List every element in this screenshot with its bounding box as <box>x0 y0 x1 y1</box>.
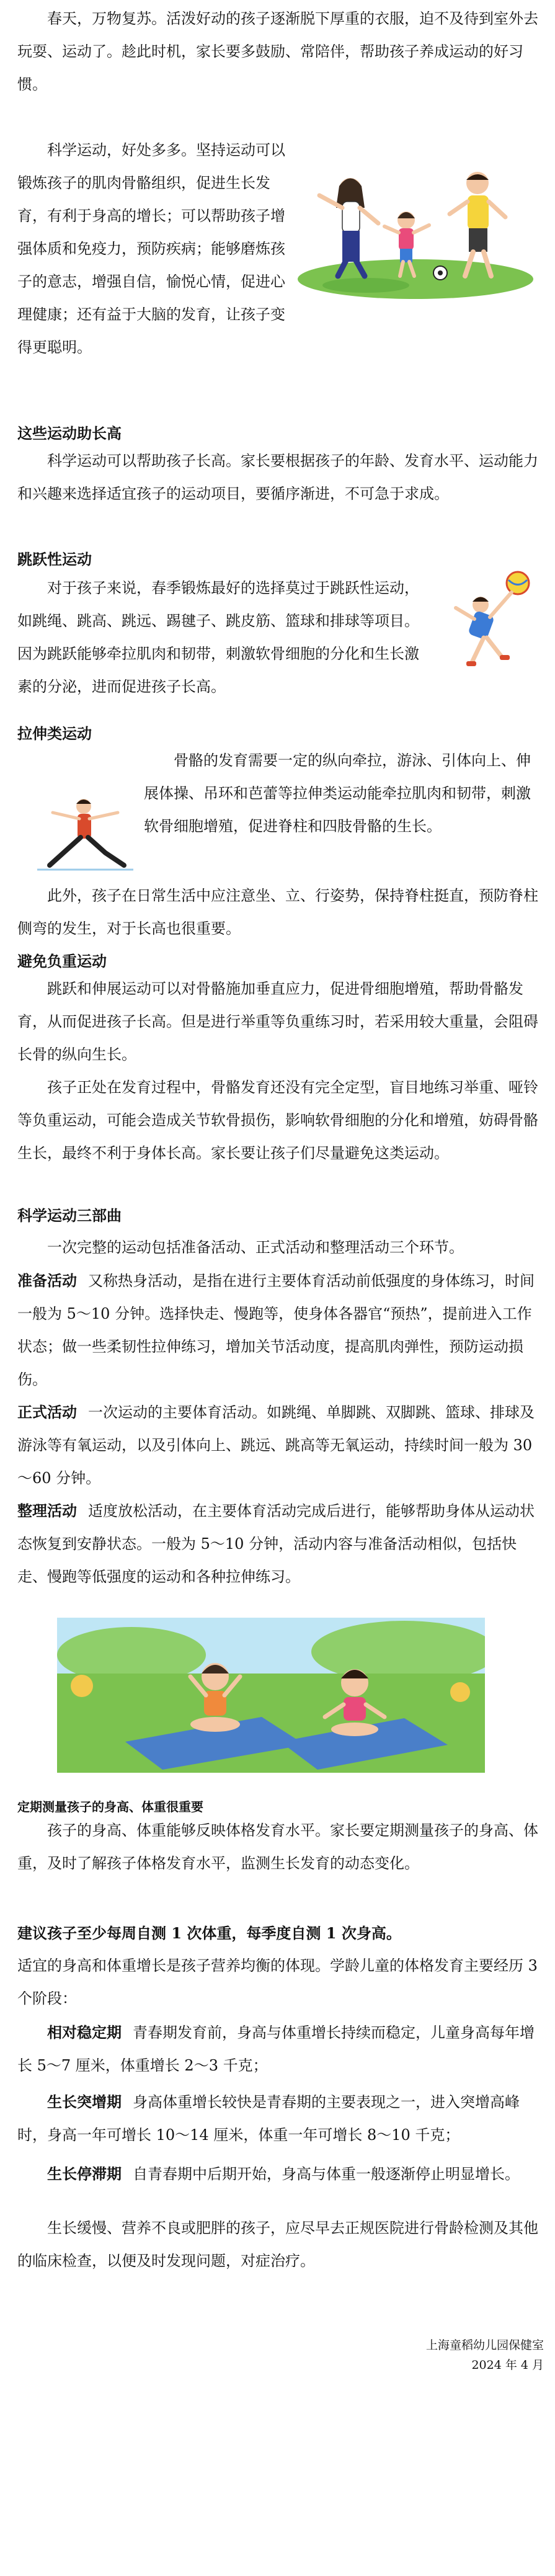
footer-date: 2024 年 4 月 <box>471 2358 544 2372</box>
section-title-growth: 这些运动助长高 <box>17 424 122 442</box>
growth-intro-paragraph: 科学运动可以帮助孩子长高。家长要根据孩子的年龄、发育水平、运动能力和兴趣来选择适宜孩子的运动项目，要循序渐进，不可急于求成。 <box>17 452 538 502</box>
volleyball-player-illustration <box>422 564 546 689</box>
section-title-measure: 定期测量孩子的身高、体重很重要 <box>17 1799 203 1814</box>
cool-down-label: 整理活动 <box>17 1502 77 1520</box>
measure-recommendation: 建议孩子至少每周自测 1 次体重，每季度自测 1 次身高。 <box>17 1924 401 1942</box>
prep-activity-label: 准备活动 <box>17 1272 77 1290</box>
three-parts-intro: 一次完整的运动包括准备活动、正式活动和整理活动三个环节。 <box>47 1239 464 1256</box>
stage-spurt-paragraph <box>17 2085 539 2152</box>
stage-stable-label: 相对稳定期 <box>47 2023 122 2041</box>
measure-paragraph-1: 孩子的身高、体重能够反映体格发育水平。家长要定期测量孩子的身高、体重，及时了解孩子体格发育水平，监测生长发育的动态变化。 <box>17 1822 538 1872</box>
cool-down-text: 适度放松活动，在主要体育活动完成后进行，能够帮助身体从运动状态恢复到安静状态。一般为 5～10 分钟，活动内容与准备活动相似，包括快走、慢跑等低强度的运动和各种拉伸练习。 <box>17 1502 535 1585</box>
footer-organization: 上海童稻幼儿园保健室 <box>425 2338 544 2352</box>
stage-stable-paragraph <box>17 2016 539 2082</box>
posture-paragraph: 此外，孩子在日常生活中应注意坐、立、行姿势，保持脊柱挺直，预防脊柱侧弯的发生，对于长高也很重要。 <box>17 887 538 937</box>
main-activity-paragraph <box>17 1396 539 1495</box>
jump-sports-paragraph: 对于孩子来说，春季锻炼最好的选择莫过于跳跃性运动，如跳绳、跳高、跳远、踢毽子、跳皮筋、篮球和排球等项目。因为跳跃能够牵拉肌肉和韧带，刺激软骨细胞的分化和生长激素的分泌，进而促进孩子长高。 <box>17 579 419 695</box>
closing-paragraph: 生长缓慢、营养不良或肥胖的孩子，应尽早去正规医院进行骨龄检测及其他的临床检查，以便及时发现问题，对症治疗。 <box>17 2219 538 2270</box>
stage-stop-label: 生长停滞期 <box>47 2165 122 2183</box>
avoid-weight-paragraph-2: 孩子正处在发育过程中，骨骼发育还没有完全定型，盲目地练习举重、哑铃等负重运动，可能会造成关节软骨损伤，影响软骨细胞的分化和增殖，妨碍骨骼生长，最终不利于身体长高。家长要让孩子们尽量避免这类运动。 <box>17 1079 538 1162</box>
subtitle-avoid-weight: 避免负重运动 <box>17 952 107 970</box>
family-sport-illustration <box>291 161 539 304</box>
stage-stable-text: 青春期发育前，身高与体重增长持续而稳定，儿童身高每年增长 5～7 厘米，体重增长 2～3 千克； <box>17 2024 535 2074</box>
subtitle-stretch-sports: 拉伸类运动 <box>17 724 92 742</box>
stage-stop-paragraph <box>17 2157 539 2191</box>
stage-spurt-text: 身高体重增长较快是青春期的主要表现之一，进入突增高峰时，身高一年可增长 10～14 厘米，体重一年可增长 8～10 千克； <box>17 2093 520 2144</box>
main-activity-text: 一次运动的主要体育活动。如跳绳、单脚跳、双脚跳、篮球、排球及游泳等有氧运动，以及引体向上、跳远、跳高等无氧运动，持续时间一般为 30～60 分钟。 <box>17 1404 535 1487</box>
prep-activity-text: 又称热身活动，是指在进行主要体育活动前低强度的身体练习，时间一般为 5～10 分钟。选择快走、慢跑等，使身体各器官“预热”，提前进入工作状态；做一些柔韧性拉伸练习，增加关节活动度，提高肌肉弹性，预防运动损伤。 <box>17 1272 535 1388</box>
stage-spurt-label: 生长突增期 <box>47 2093 122 2111</box>
stage-stop-text: 自青春期中后期开始，身高与体重一般逐渐停止明显增长。 <box>133 2165 520 2183</box>
intro-paragraph-1: 春天，万物复苏。活泼好动的孩子逐渐脱下厚重的衣服，迫不及待到室外去玩耍、运动了。趁此时机，家长要多鼓励、常陪伴，帮助孩子养成运动的好习惯。 <box>17 10 538 93</box>
prep-activity-paragraph <box>17 1264 539 1396</box>
section-title-three-parts: 科学运动三部曲 <box>17 1206 122 1224</box>
subtitle-jump-sports: 跳跃性运动 <box>17 550 92 568</box>
avoid-weight-paragraph-1: 跳跃和伸展运动可以对骨骼施加垂直应力，促进骨细胞增殖，帮助骨骼发育，从而促进孩子长高。但是进行举重等负重练习时，若采用较大重量，会阻碍长骨的纵向生长。 <box>17 980 538 1063</box>
stretch-sports-paragraph: 骨骼的发育需要一定的纵向牵拉，游泳、引体向上、伸展体操、吊环和芭蕾等拉伸类运动能牵拉肌肉和韧带，刺激软骨细胞增殖，促进脊柱和四肢骨骼的生长。 <box>144 752 531 835</box>
intro-paragraph-2: 科学运动，好处多多。坚持运动可以锻炼孩子的肌肉骨骼组织，促进生长发育，有利于身高的增长；可以帮助孩子增强体质和免疫力，预防疾病；能够磨炼孩子的意志，增强自信，愉悦心情，促进心理健康；还有益于大脑的发育，让孩子变得更聪明。 <box>17 141 285 356</box>
yoga-pose-illustration <box>25 788 143 881</box>
children-exercise-mat-illustration <box>57 1618 485 1773</box>
cool-down-paragraph <box>17 1494 539 1593</box>
measure-paragraph-2: 适宜的身高和体重增长是孩子营养均衡的体现。学龄儿童的体格发育主要经历 3 个阶段： <box>17 1957 538 2007</box>
main-activity-label: 正式活动 <box>17 1403 77 1421</box>
